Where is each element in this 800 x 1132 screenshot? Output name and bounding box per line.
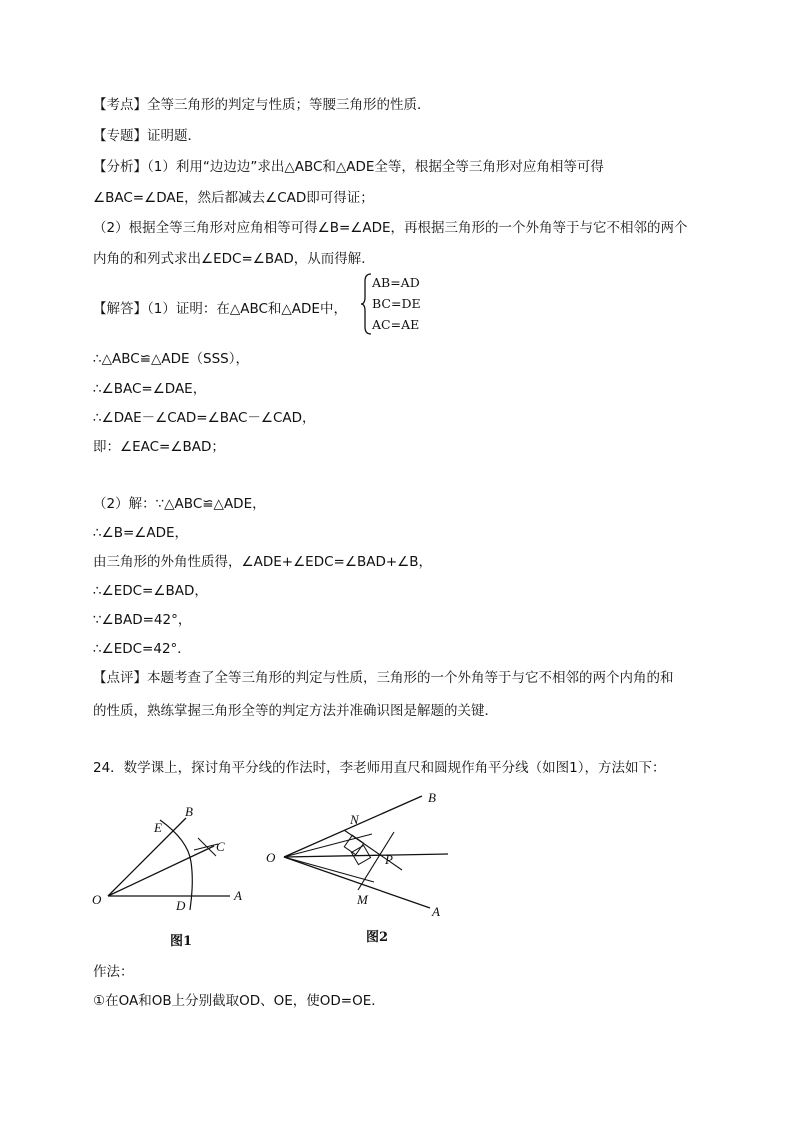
label-m: M (357, 892, 368, 907)
proof-line-4: 即：∠EAC=∠BAD； (93, 439, 225, 455)
jieda-intro: 【解答】（1）证明：在△ABC和△ADE中， (93, 301, 347, 317)
label-d: D (176, 898, 186, 913)
label-b: B (428, 790, 436, 805)
condition-ac-ae: AC=AE (372, 317, 420, 332)
label-e: E (154, 820, 162, 835)
fenxi-line-2: ∠BAC=∠DAE，然后都减去∠CAD即可得证； (93, 190, 374, 206)
proof-line-1: ∴△ABC≌△ADE（SSS）， (93, 351, 249, 367)
label-a: A (234, 888, 242, 903)
proof-line-3: ∴∠DAE－∠CAD=∠BAC－∠CAD， (93, 410, 316, 426)
question-24-stem: 24．数学课上，探讨角平分线的作法时，李老师用直尺和圆规作角平分线（如图1），方法如下： (93, 760, 666, 776)
figure-2-caption: 图2 (366, 930, 389, 945)
part2-line-1: （2）解：∵△ABC≌△ADE， (93, 496, 266, 512)
label-b: B (185, 804, 193, 819)
ray-ob (108, 818, 186, 896)
part2-line-3: 由三角形的外角性质得，∠ADE+∠EDC=∠BAD+∠B， (93, 554, 433, 570)
label-n: N (350, 812, 359, 827)
part2-line-5: ∵∠BAD=42°， (93, 612, 192, 628)
condition-ab-ad: AB=AD (372, 275, 420, 290)
ray-op (284, 854, 448, 857)
zhuanti-line: 【专题】证明题． (93, 128, 201, 144)
dianping-line-2: 的性质，熟练掌握三角形全等的判定方法并准确识图是解题的关键． (93, 703, 498, 719)
label-o: O (266, 850, 276, 865)
figure-1-diagram (90, 800, 250, 915)
method-title: 作法： (93, 964, 134, 980)
label-a: A (432, 904, 440, 919)
label-p: P (385, 852, 393, 867)
figure-2-diagram (262, 790, 462, 920)
proof-line-2: ∴∠BAC=∠DAE， (93, 381, 207, 397)
segment-o-m (284, 857, 374, 882)
fenxi-line-3: （2）根据全等三角形对应角相等可得∠B=∠ADE，再根据三角形的一个外角等于与它不相邻的两个 (93, 220, 688, 236)
kaodian-line: 【考点】全等三角形的判定与性质；等腰三角形的性质． (93, 97, 431, 113)
condition-brace-group (360, 272, 430, 336)
ruler-square-1 (344, 835, 363, 854)
label-c: C (216, 839, 225, 854)
method-step-1: ①在OA和OB上分别截取OD、OE，使OD=OE． (93, 993, 385, 1009)
part2-line-2: ∴∠B=∠ADE， (93, 525, 189, 541)
fenxi-line-4: 内角的和列式求出∠EDC=∠BAD，从而得解． (93, 251, 375, 267)
figure-1-caption: 图1 (170, 934, 193, 949)
part2-line-6: ∴∠EDC=42°． (93, 641, 191, 657)
dianping-line-1: 【点评】本题考查了全等三角形的判定与性质，三角形的一个外角等于与它不相邻的两个内角的和 (93, 670, 674, 686)
fenxi-line-1: 【分析】（1）利用“边边边”求出△ABC和△ADE全等，根据全等三角形对应角相等可得 (93, 159, 604, 175)
label-o: O (92, 892, 102, 907)
part2-line-4: ∴∠EDC=∠BAD， (93, 583, 208, 599)
ray-oc (108, 846, 214, 896)
condition-bc-de: BC=DE (372, 296, 421, 311)
